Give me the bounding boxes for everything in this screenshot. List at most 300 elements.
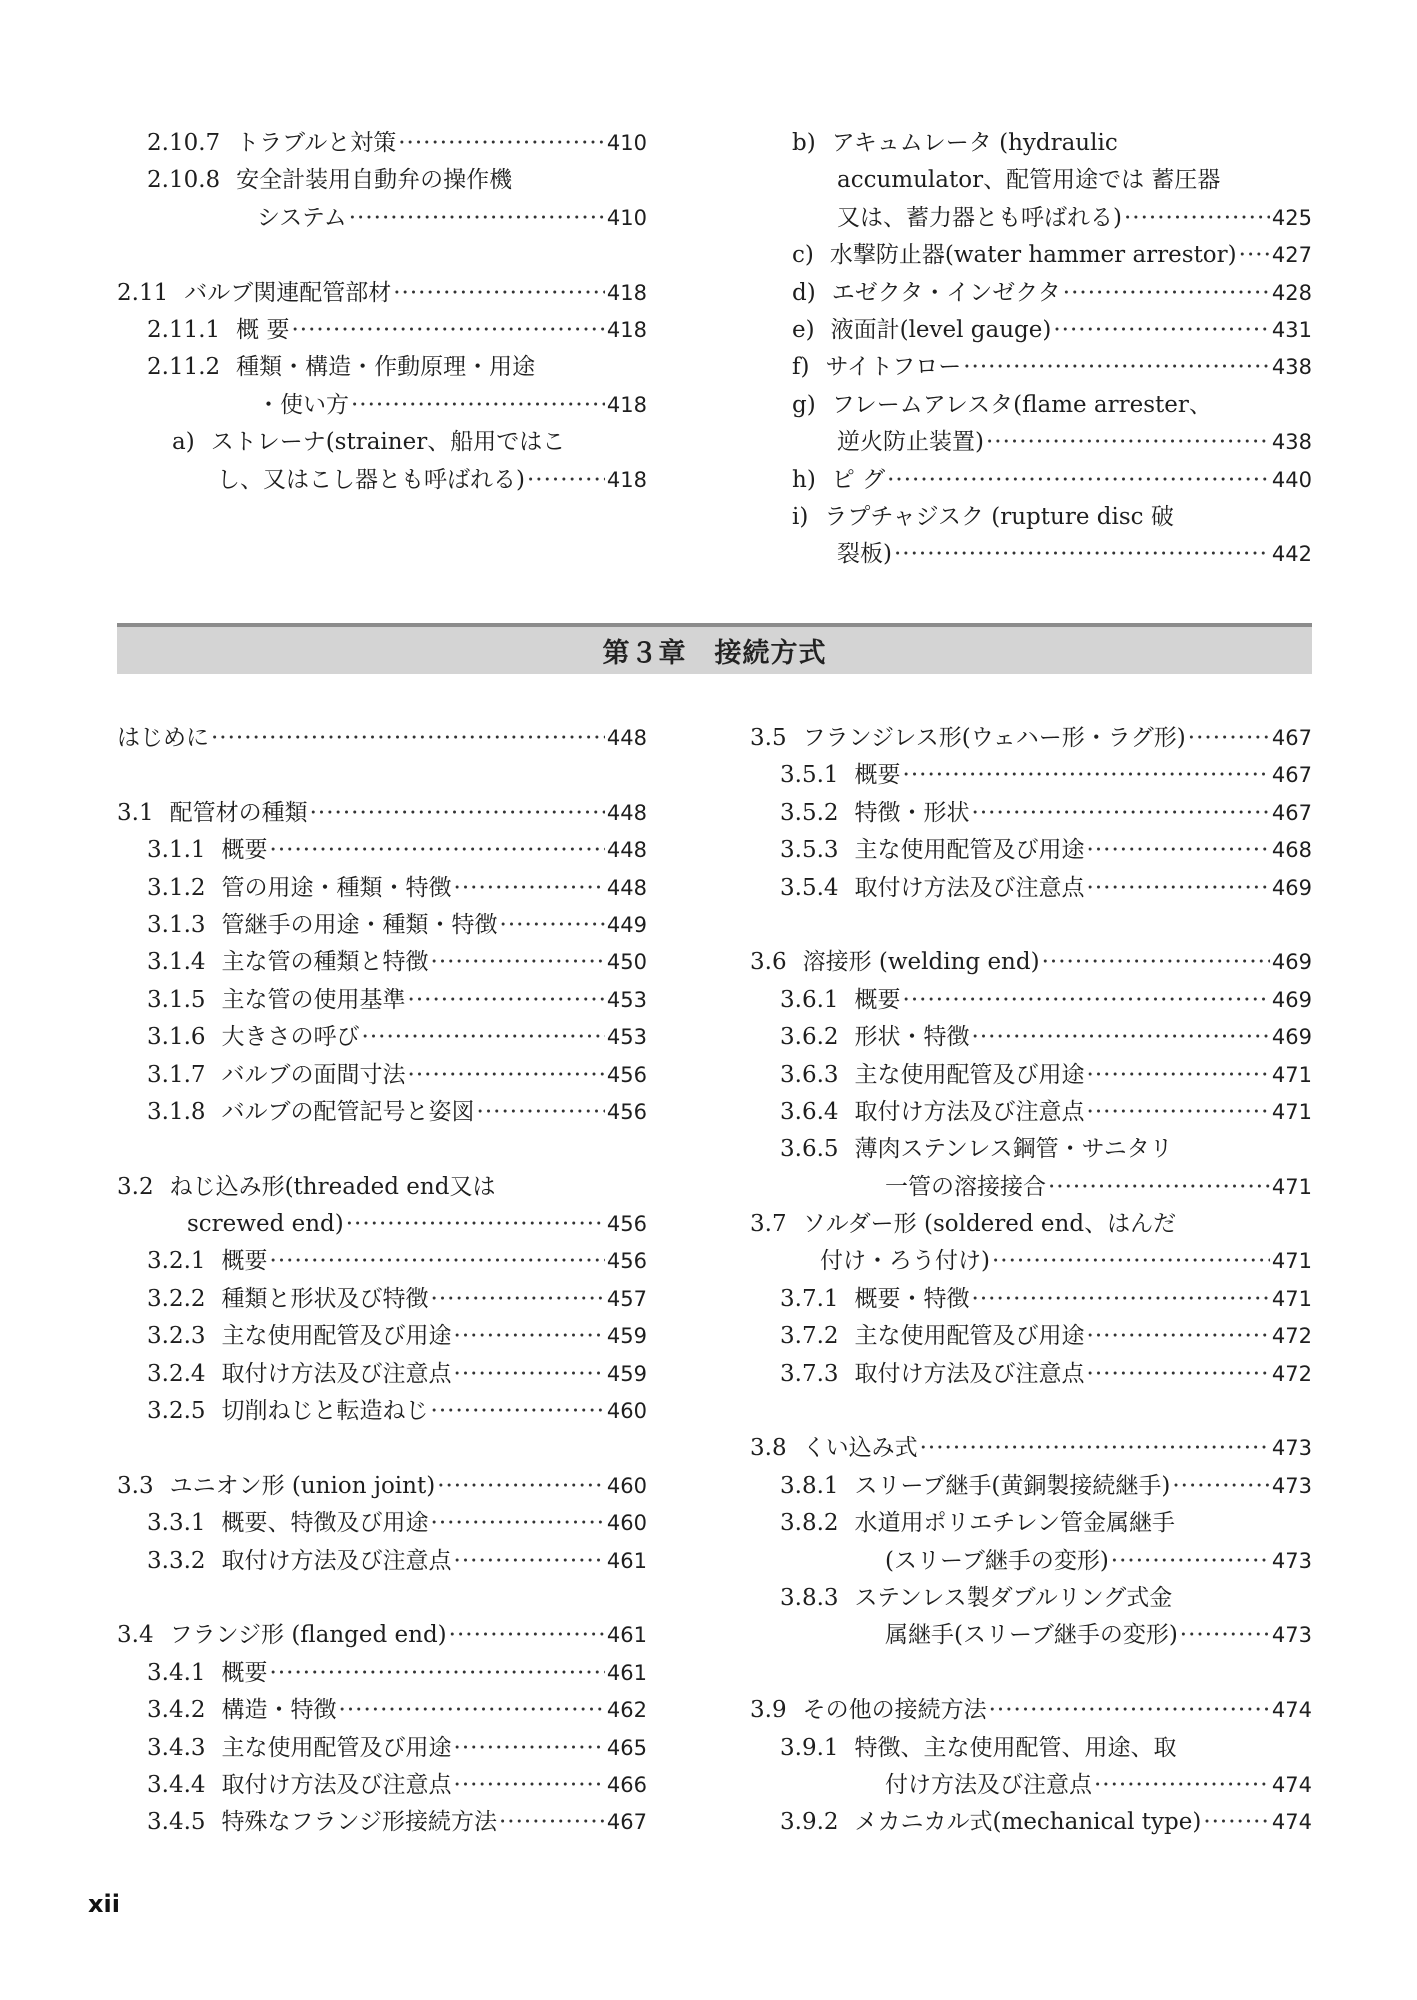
toc-entry-title: ソルダー形 (soldered end、はんだ: [802, 1211, 1177, 1238]
toc-entry-title: 薄肉ステンレス鋼管・サニタリ: [854, 1136, 1173, 1163]
toc-entry-number: a): [172, 429, 195, 456]
toc-entry-title: (スリーブ継手の変形): [885, 1547, 1109, 1574]
toc-entry-title: ユニオン形 (union joint): [169, 1472, 436, 1499]
toc-entry-title: エゼクタ・インゼクタ: [831, 279, 1061, 306]
toc-entry-title: 特徴・形状: [854, 799, 970, 826]
toc-entry-title: 又は、蓄力器とも呼ばれる): [837, 204, 1122, 231]
toc-entry-page: 471: [1271, 1249, 1312, 1274]
toc-leader-dots: [903, 982, 1270, 1019]
toc-entry-page: 473: [1271, 1473, 1312, 1498]
toc-entry[interactable]: [117, 275, 647, 312]
toc-entry-title: 概要: [854, 762, 901, 789]
toc-entry-page: 456: [606, 1212, 647, 1237]
toc-leader-dots: [1124, 200, 1270, 237]
toc-entry-number: 3.5.3: [780, 837, 839, 864]
toc-spacer: [117, 757, 647, 794]
toc-entry-page: 469: [1271, 950, 1312, 975]
toc-entry[interactable]: [117, 907, 647, 944]
toc-entry[interactable]: [750, 1692, 1312, 1729]
toc-entry-page: 467: [606, 1810, 647, 1835]
toc-entry-title: 溶接形 (welding end): [802, 949, 1040, 976]
toc-entry-page: 448: [606, 875, 647, 900]
toc-entry-title: 液面計(level gauge): [830, 316, 1052, 343]
toc-entry-title: システム: [257, 204, 347, 231]
toc-entry-title: 水道用ポリエチレン管金属継手: [854, 1510, 1176, 1537]
toc-entry-page: 448: [606, 726, 647, 750]
toc-entry-page: 474: [1271, 1772, 1312, 1797]
toc-leader-dots: [499, 1804, 605, 1841]
toc-entry-page: 438: [1271, 355, 1312, 380]
toc-entry[interactable]: [792, 462, 1312, 499]
toc-entry[interactable]: [117, 870, 647, 907]
toc-entry-title: 概要: [221, 1248, 268, 1275]
toc-entry-title: 概要: [221, 837, 268, 864]
toc-entry-title: くい込み式: [802, 1435, 918, 1462]
toc-entry-title: 形状・特徴: [854, 1024, 970, 1051]
toc-entry-title: 切削ねじと転造ねじ: [221, 1398, 429, 1425]
toc-entry-number: 3.6: [750, 949, 787, 976]
toc-leader-dots: [349, 200, 605, 237]
toc-entry-number: 3.8.1: [780, 1472, 839, 1499]
toc-leader-dots: [1111, 1543, 1270, 1580]
toc-leader-dots: [1042, 944, 1270, 981]
toc-entry[interactable]: [750, 1356, 1312, 1393]
toc-leader-dots: [270, 1655, 605, 1692]
toc-leader-dots: [1063, 275, 1270, 312]
toc-entry[interactable]: [117, 1169, 647, 1206]
toc-entry[interactable]: [750, 1169, 1312, 1206]
toc-entry[interactable]: [117, 1318, 647, 1355]
toc-entry-number: 3.1.2: [147, 874, 206, 901]
toc-column-bottom-right: [750, 720, 1312, 1842]
toc-entry-page: 467: [1271, 763, 1312, 788]
toc-entry-number: 3.4.4: [147, 1771, 206, 1798]
toc-spacer: [117, 1430, 647, 1467]
toc-entry-number: 3.5.1: [780, 762, 839, 789]
toc-entry-number: 3.9.1: [780, 1734, 839, 1761]
toc-entry[interactable]: [750, 1804, 1312, 1841]
toc-entry[interactable]: [750, 1131, 1312, 1168]
toc-entry[interactable]: [117, 312, 647, 349]
toc-entry-page: 425: [1271, 205, 1312, 230]
toc-entry[interactable]: [117, 1692, 647, 1729]
toc-entry-page: 453: [606, 987, 647, 1012]
toc-entry-page: 467: [1271, 726, 1312, 750]
toc-entry[interactable]: [750, 1318, 1312, 1355]
toc-entry[interactable]: [117, 1243, 647, 1280]
toc-entry-page: 469: [1271, 875, 1312, 900]
toc-entry-page: 460: [606, 1473, 647, 1498]
toc-entry-page: 461: [606, 1660, 647, 1685]
toc-entry-title: し、又はこし器とも呼ばれる): [217, 466, 525, 493]
toc-entry[interactable]: [792, 499, 1312, 536]
toc-entry-page: 449: [606, 912, 647, 937]
chapter-title: 第３章 接続方式: [602, 638, 827, 669]
toc-spacer: [117, 1131, 647, 1168]
toc-leader-dots: [1203, 1804, 1270, 1841]
toc-entry-title: 特徴、主な使用配管、用途、取: [854, 1734, 1177, 1761]
toc-leader-dots: [454, 1730, 605, 1767]
toc-leader-dots: [431, 944, 605, 981]
toc-entry-title: 主な使用配管及び用途: [221, 1323, 452, 1350]
toc-entry-title: フランジレス形(ウェハー形・ラグ形): [802, 725, 1186, 751]
toc-entry-page: 448: [606, 800, 647, 825]
toc-entry-page: 471: [1271, 1286, 1312, 1311]
toc-entry-number: 3.3: [117, 1472, 154, 1499]
toc-entry[interactable]: [117, 982, 647, 1019]
toc-entry-title: ラプチャジスク (rupture disc 破: [824, 503, 1174, 530]
toc-entry-page: 462: [606, 1698, 647, 1723]
toc-entry-number: 3.1: [117, 799, 154, 826]
toc-entry-page: 471: [1271, 1174, 1312, 1199]
toc-entry-page: 427: [1271, 243, 1312, 268]
toc-entry-page: 418: [606, 280, 647, 305]
toc-entry-page: 418: [606, 392, 647, 417]
toc-entry[interactable]: [117, 162, 647, 199]
toc-leader-dots: [454, 1318, 605, 1355]
toc-entry-page: 410: [606, 205, 647, 230]
toc-entry-title: バルブの配管記号と姿図: [221, 1098, 475, 1125]
toc-leader-dots: [454, 870, 605, 907]
toc-entry-page: 459: [606, 1324, 647, 1349]
toc-entry-page: 456: [606, 1099, 647, 1124]
toc-entry-page: 438: [1271, 430, 1312, 455]
toc-leader-dots: [351, 387, 605, 424]
toc-entry-title: 主な使用配管及び用途: [854, 1323, 1085, 1350]
toc-entry[interactable]: [750, 795, 1312, 832]
toc-entry-title: 配管材の種類: [169, 799, 308, 826]
toc-entry-number: d): [792, 279, 816, 306]
toc-entry[interactable]: [117, 1094, 647, 1131]
toc-entry-number: 3.9: [750, 1697, 787, 1724]
toc-entry-title: 取付け方法及び注意点: [854, 1098, 1085, 1125]
toc-entry-number: b): [792, 130, 816, 156]
toc-entry-title: 概要: [221, 1659, 268, 1686]
toc-entry[interactable]: [750, 1281, 1312, 1318]
toc-entry-title: accumulator、配管用途では 蓄圧器: [837, 167, 1221, 194]
toc-entry[interactable]: [117, 125, 647, 162]
toc-entry-page: 460: [606, 1399, 647, 1424]
toc-entry-number: 3.1.6: [147, 1024, 206, 1051]
toc-entry-page: 468: [1271, 838, 1312, 863]
toc-entry[interactable]: [117, 1617, 647, 1654]
toc-entry[interactable]: [750, 1019, 1312, 1056]
toc-leader-dots: [963, 349, 1270, 386]
toc-leader-dots: [527, 462, 605, 499]
toc-entry[interactable]: [792, 125, 1312, 162]
toc-entry-title: 概 要: [236, 316, 290, 343]
toc-entry-page: 467: [1271, 800, 1312, 825]
toc-entry-page: 457: [606, 1286, 647, 1311]
toc-entry[interactable]: [750, 1767, 1312, 1804]
toc-entry-title: ねじ込み形(threaded end又は: [169, 1173, 496, 1200]
toc-entry-number: h): [792, 466, 816, 493]
toc-entry-title: 水撃防止器(water hammer arrestor): [829, 242, 1237, 269]
toc-entry[interactable]: [750, 944, 1312, 981]
toc-entry-title: 種類・構造・作動原理・用途: [236, 354, 536, 381]
toc-entry-number: 3.8.3: [780, 1584, 839, 1611]
toc-entry[interactable]: [792, 349, 1312, 386]
toc-leader-dots: [408, 1057, 605, 1094]
toc-entry-number: 3.6.5: [780, 1136, 839, 1163]
toc-leader-dots: [437, 1468, 605, 1505]
toc-entry[interactable]: [117, 349, 647, 386]
toc-entry-number: 3.2.3: [147, 1323, 206, 1350]
toc-entry-title: メカニカル式(mechanical type): [854, 1809, 1202, 1836]
toc-entry-number: 3.7.1: [780, 1285, 839, 1312]
toc-entry-number: e): [792, 316, 815, 343]
toc-entry-title: 付け・ろう付け): [820, 1248, 990, 1275]
toc-leader-dots: [1087, 1057, 1270, 1094]
toc-entry[interactable]: [117, 1767, 647, 1804]
toc-entry-page: 471: [1271, 1099, 1312, 1124]
toc-entry-number: 3.6.4: [780, 1098, 839, 1125]
toc-entry-number: 2.10.8: [147, 167, 221, 194]
toc-entry[interactable]: [117, 795, 647, 832]
toc-entry[interactable]: [117, 1356, 647, 1393]
page-number: xii: [88, 1890, 120, 1918]
toc-entry[interactable]: [117, 1655, 647, 1692]
toc-entry[interactable]: [792, 424, 1312, 461]
toc-entry-title: 管の用途・種類・特徴: [221, 874, 452, 901]
toc-entry-number: 3.4: [117, 1622, 154, 1649]
toc-column-top-left: [117, 125, 647, 499]
toc-entry[interactable]: [117, 462, 647, 499]
toc-entry[interactable]: [750, 1580, 1312, 1617]
toc-entry-title: 安全計装用自動弁の操作機: [236, 167, 513, 194]
toc-entry-number: 3.4.1: [147, 1659, 206, 1686]
toc-entry-page: 431: [1271, 317, 1312, 342]
toc-entry-page: 474: [1271, 1810, 1312, 1835]
toc-entry-title: 主な使用配管及び用途: [221, 1734, 452, 1761]
toc-entry[interactable]: [750, 720, 1312, 757]
toc-entry-page: 440: [1271, 467, 1312, 492]
toc-entry-number: 2.10.7: [147, 130, 221, 156]
toc-entry-number: 3.2.5: [147, 1398, 206, 1425]
toc-entry-page: 466: [606, 1772, 647, 1797]
toc-entry-title: 概要、特徴及び用途: [221, 1510, 429, 1537]
toc-entry[interactable]: [750, 1057, 1312, 1094]
toc-entry[interactable]: [750, 1730, 1312, 1767]
toc-entry[interactable]: [117, 1543, 647, 1580]
toc-entry-page: 472: [1271, 1361, 1312, 1386]
toc-entry[interactable]: [750, 1617, 1312, 1654]
toc-entry-title: フランジ形 (flanged end): [169, 1622, 447, 1649]
toc-leader-dots: [1188, 720, 1270, 757]
toc-leader-dots: [454, 1767, 605, 1804]
toc-leader-dots: [270, 1243, 605, 1280]
toc-entry[interactable]: [117, 1505, 647, 1542]
toc-entry[interactable]: [117, 944, 647, 981]
toc-entry-title: サイトフロー: [825, 354, 962, 381]
toc-entry-number: 3.6.2: [780, 1024, 839, 1051]
toc-leader-dots: [393, 275, 605, 312]
toc-leader-dots: [920, 1430, 1270, 1467]
toc-entry[interactable]: [792, 312, 1312, 349]
toc-entry-number: 3.1.7: [147, 1061, 206, 1088]
toc-entry[interactable]: [117, 1057, 647, 1094]
toc-entry-number: 3.2.4: [147, 1360, 206, 1387]
toc-entry-title: screwed end): [187, 1211, 344, 1238]
toc-entry-number: 3.1.1: [147, 837, 206, 864]
toc-leader-dots: [1172, 1468, 1270, 1505]
toc-leader-dots: [431, 1281, 605, 1318]
toc-entry-page: 460: [606, 1511, 647, 1536]
toc-entry-number: g): [792, 391, 816, 418]
toc-entry-number: 3.5: [750, 725, 787, 751]
toc-entry-page: 453: [606, 1025, 647, 1050]
toc-entry[interactable]: [750, 1243, 1312, 1280]
toc-entry[interactable]: [750, 1094, 1312, 1131]
toc-entry[interactable]: [117, 1730, 647, 1767]
toc-leader-dots: [887, 462, 1270, 499]
toc-entry[interactable]: [750, 870, 1312, 907]
toc-entry-number: 3.8: [750, 1435, 787, 1462]
toc-leader-dots: [903, 757, 1270, 794]
toc-entry-title: 主な管の種類と特徴: [221, 949, 429, 976]
toc-entry-page: 471: [1271, 1062, 1312, 1087]
toc-entry-number: 3.4.3: [147, 1734, 206, 1761]
toc-entry-page: 474: [1271, 1698, 1312, 1723]
toc-entry-number: 3.5.4: [780, 874, 839, 901]
toc-entry-number: 3.8.2: [780, 1510, 839, 1537]
toc-entry[interactable]: [792, 237, 1312, 274]
toc-leader-dots: [449, 1617, 605, 1654]
toc-entry-number: f): [792, 354, 810, 381]
toc-entry-page: 448: [606, 838, 647, 863]
toc-entry[interactable]: [750, 1468, 1312, 1505]
toc-entry-title: 裂板): [837, 541, 892, 568]
toc-entry-number: c): [792, 242, 814, 269]
toc-leader-dots: [431, 1393, 605, 1430]
toc-leader-dots: [339, 1692, 605, 1729]
toc-entry-page: 459: [606, 1361, 647, 1386]
toc-entry-title: アキュムレータ (hydraulic: [831, 130, 1118, 156]
toc-entry[interactable]: [117, 1468, 647, 1505]
toc-leader-dots: [972, 795, 1270, 832]
toc-entry-number: 2.11: [117, 279, 169, 306]
toc-entry[interactable]: [750, 982, 1312, 1019]
toc-entry[interactable]: [117, 424, 647, 461]
toc-entry[interactable]: [117, 387, 647, 424]
toc-column-bottom-left: [117, 720, 647, 1842]
toc-entry-number: 2.11.2: [147, 354, 221, 381]
toc-leader-dots: [894, 536, 1270, 573]
toc-column-top-right: [792, 125, 1312, 574]
toc-entry-title: ストレーナ(strainer、船用ではこ: [210, 429, 566, 456]
toc-leader-dots: [992, 1243, 1270, 1280]
toc-leader-dots: [1048, 1169, 1270, 1206]
toc-entry[interactable]: [792, 200, 1312, 237]
toc-entry-number: 3.2.1: [147, 1248, 206, 1275]
toc-leader-dots: [1180, 1617, 1270, 1654]
toc-entry[interactable]: [117, 1393, 647, 1430]
toc-entry-page: 461: [606, 1548, 647, 1573]
toc-spacer: [117, 1580, 647, 1617]
toc-entry[interactable]: [750, 1543, 1312, 1580]
toc-entry-page: 456: [606, 1062, 647, 1087]
toc-leader-dots: [1053, 312, 1270, 349]
toc-entry-title: 特殊なフランジ形接続方法: [221, 1809, 497, 1836]
toc-entry-number: 3.2: [117, 1173, 154, 1200]
toc-entry-page: 465: [606, 1735, 647, 1760]
toc-entry-page: 472: [1271, 1324, 1312, 1349]
toc-entry-number: 3.6.1: [780, 986, 839, 1013]
toc-entry-title: 構造・特徴: [221, 1697, 337, 1724]
toc-leader-dots: [972, 1281, 1270, 1318]
toc-entry-title: 取付け方法及び注意点: [221, 1771, 452, 1798]
toc-leader-dots: [270, 832, 605, 869]
toc-leader-dots: [431, 1505, 605, 1542]
toc-entry[interactable]: [750, 1430, 1312, 1467]
toc-spacer: [750, 1655, 1312, 1692]
toc-entry-title: バルブ関連配管部材: [184, 279, 392, 306]
toc-entry-number: i): [792, 503, 809, 530]
toc-entry-title: 一管の溶接接合: [885, 1173, 1046, 1200]
toc-leader-dots: [986, 424, 1270, 461]
toc-entry-page: 461: [606, 1623, 647, 1648]
toc-entry[interactable]: [792, 536, 1312, 573]
toc-entry[interactable]: [750, 1505, 1312, 1542]
toc-leader-dots: [972, 1019, 1270, 1056]
toc-entry-number: 3.1.8: [147, 1098, 206, 1125]
toc-entry[interactable]: [117, 1019, 647, 1056]
toc-leader-dots: [989, 1692, 1270, 1729]
toc-entry[interactable]: [117, 1804, 647, 1841]
toc-entry-page: 473: [1271, 1548, 1312, 1573]
toc-entry-title: 管継手の用途・種類・特徴: [221, 911, 498, 938]
toc-entry[interactable]: [750, 832, 1312, 869]
toc-entry-title: 主な管の使用基準: [221, 986, 406, 1013]
toc-leader-dots: [362, 1019, 605, 1056]
toc-entry[interactable]: [117, 720, 647, 757]
toc-entry-title: バルブの面間寸法: [221, 1061, 406, 1088]
toc-spacer: [750, 1393, 1312, 1430]
toc-spacer: [750, 907, 1312, 944]
toc-entry-title: トラブルと対策: [236, 130, 397, 156]
toc-leader-dots: [211, 720, 605, 757]
toc-leader-dots: [1239, 237, 1270, 274]
toc-leader-dots: [310, 795, 605, 832]
toc-entry-page: 410: [606, 131, 647, 155]
toc-entry-page: 450: [606, 950, 647, 975]
toc-entry-page: 469: [1271, 987, 1312, 1012]
toc-leader-dots: [1094, 1767, 1270, 1804]
toc-entry[interactable]: [117, 832, 647, 869]
toc-entry-title: 取付け方法及び注意点: [221, 1547, 452, 1574]
toc-leader-dots: [1087, 832, 1270, 869]
chapter-heading: [117, 623, 1312, 674]
toc-entry-number: 3.7.3: [780, 1360, 839, 1387]
toc-entry[interactable]: [117, 1281, 647, 1318]
toc-entry[interactable]: [750, 757, 1312, 794]
toc-leader-dots: [500, 907, 605, 944]
toc-entry-page: 469: [1271, 1025, 1312, 1050]
toc-entry-page: 473: [1271, 1623, 1312, 1648]
toc-entry-title: ステンレス製ダブルリング式金: [854, 1584, 1173, 1611]
toc-entry-title: 属継手(スリーブ継手の変形): [885, 1622, 1178, 1649]
toc-entry-title: 概要・特徴: [854, 1285, 970, 1312]
toc-entry-page: 442: [1271, 542, 1312, 567]
toc-entry[interactable]: [117, 1206, 647, 1243]
toc-entry[interactable]: [750, 1206, 1312, 1243]
toc-entry-number: 3.1.3: [147, 911, 206, 938]
toc-entry-title: その他の接続方法: [802, 1697, 987, 1724]
toc-entry[interactable]: [792, 275, 1312, 312]
toc-entry[interactable]: [792, 387, 1312, 424]
toc-entry[interactable]: [117, 200, 647, 237]
toc-entry[interactable]: [792, 162, 1312, 199]
